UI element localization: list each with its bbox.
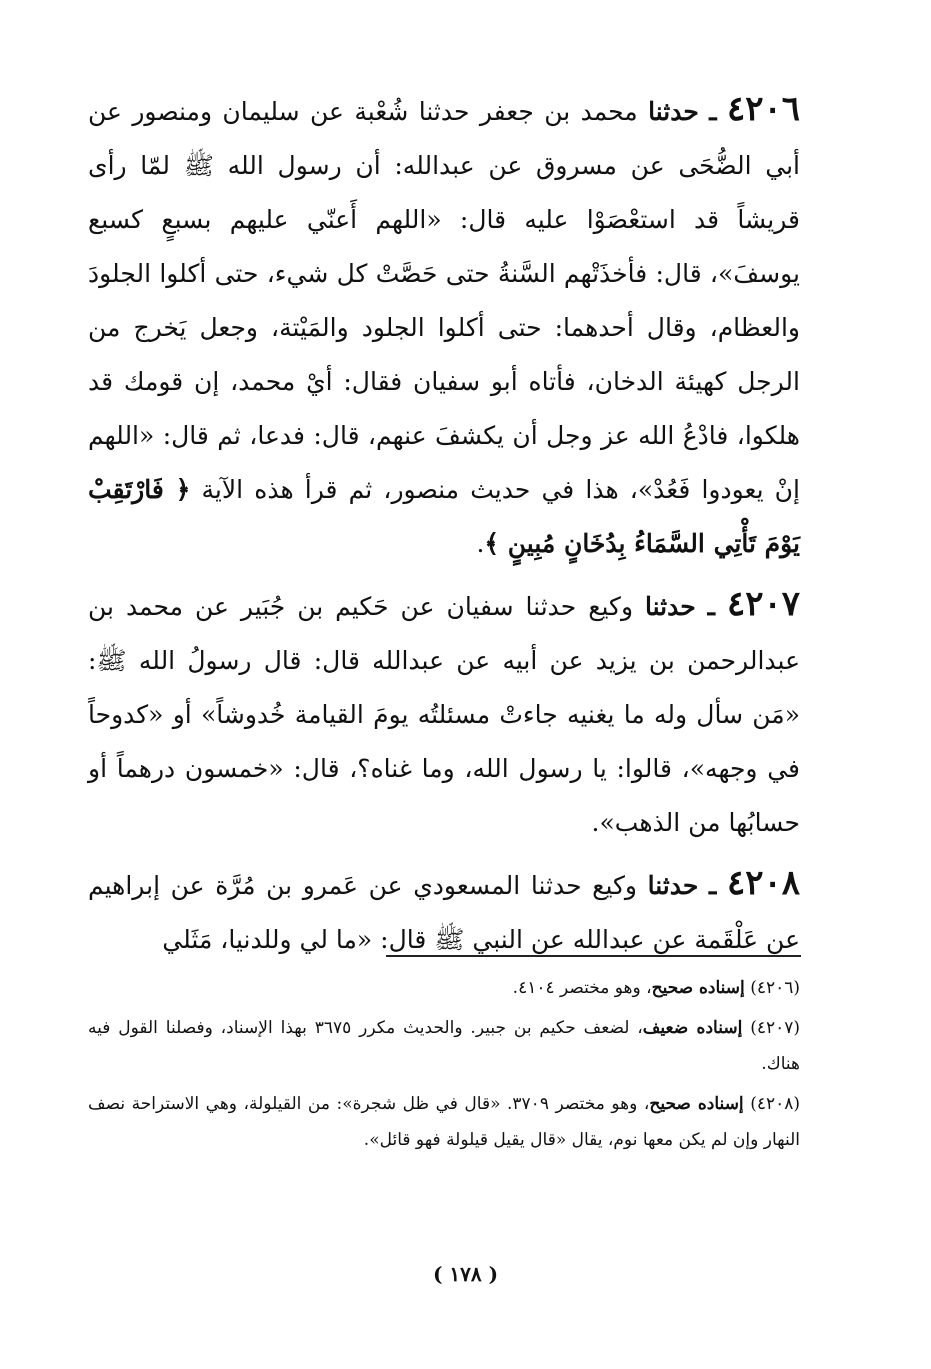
dash: ـ [709, 97, 717, 126]
footnote-ref: (٤٢٠٨) [750, 1094, 801, 1114]
hadith-4208 [88, 856, 800, 967]
dash: ـ [708, 871, 717, 900]
hadith-text: وكيع حدثنا المسعودي عن عَمرو بن مُرَّة عن إبراهيم عن عَلْقَمة عن عبدالله عن النبي ﷺ قال: «ما لي وللدنيا، مَثَلي [88, 871, 800, 954]
footnote-4206 [88, 970, 800, 1006]
footnote-grade: إسناده صحيح [649, 1094, 744, 1114]
footnote-text: ، وهو مختصر ٤١٠٤. [512, 978, 652, 998]
page-number: ( ١٧٨ ) [432, 1262, 499, 1286]
footnote-ref: (٤٢٠٦) [750, 978, 800, 998]
footnote-text: ، لضعف حكيم بن جبير. والحديث مكرر ٣٦٧٥ بهذا الإسناد، وفصلنا القول فيه هناك. [88, 1018, 800, 1074]
quran-verse: ﴿ فَارْتَقِبْ يَوْمَ تَأْتِي السَّمَاءُ بِدُخَانٍ مُبِينٍ ﴾ [88, 475, 800, 558]
hadith-number: ٤٢٠٧ [726, 584, 801, 624]
footnote-grade: إسناده ضعيف [642, 1018, 743, 1038]
footnote-4208 [88, 1086, 800, 1158]
main-text [88, 82, 800, 967]
hadith-keyword: حدثنا [647, 871, 699, 900]
hadith-text: محمد بن جعفر حدثنا شُعْبة عن سليمان ومنصور عن أبي الضُّحَى عن مسروق عن عبدالله: أن رسول الله ﷺ لمّا رأى قريشاً قد استعْصَوْا عليه قال: «اللهم أَعنّي عليهم بسبعٍ كسبع يوسفَ»، قال: فأخذَتْهم السَّنةُ حتى حَصَّتْ كل شيء، حتى أكلوا الجلودَ والعظام، وقال أحدهما: حتى أكلوا الجلود والمَيْتة، وجعل يَخرج من الرجل كهيئة الدخان، فأتاه أبو سفيان فقال: أيْ محمد، إن قومك قد هلكوا، فادْعُ الله عز وجل أن يكشفَ عنهم، قال: فدعا، ثم قال: «اللهم إنْ يعودوا فَعُدْ»، هذا في حديث منصور، ثم قرأ هذه الآية [88, 97, 800, 504]
hadith-number: ٤٢٠٨ [726, 863, 800, 903]
footnote-divider [386, 955, 801, 957]
dash: ـ [707, 592, 715, 621]
hadith-number: ٤٢٠٦ [726, 89, 800, 129]
hadith-keyword: حدثنا [645, 592, 696, 621]
hadith-text-end: . [476, 529, 485, 558]
hadith-4207 [88, 577, 800, 850]
hadith-text: وكيع حدثنا سفيان عن حَكيم بن جُبَير عن محمد بن عبدالرحمن بن يزيد عن أبيه عن عبدالله قال: قال رسولُ الله ﷺ: «مَن سأل وله ما يغنيه جاءتْ مسئلتُه يومَ القيامة خُدوشاً» أو «كدوحاً في وجهه»، قالوا: يا رسول الله، وما غناه؟، قال: «خمسون درهماً أو حسابُها من الذهب». [88, 592, 800, 837]
footnote-4207 [88, 1010, 800, 1082]
footnote-text: ، وهو مختصر ٣٧٠٩. «قال في ظل شجرة»: من القيلولة، وهي الاستراحة نصف النهار وإن لم يكن معها نوم، يقال «قال يقيل قيلولة فهو قائل». [88, 1094, 800, 1150]
footnote-ref: (٤٢٠٧) [750, 1018, 800, 1038]
hadith-keyword: حدثنا [648, 97, 699, 126]
footnote-grade: إسناده صحيح [651, 978, 745, 998]
footnotes [88, 970, 800, 1162]
hadith-4206 [88, 82, 800, 571]
